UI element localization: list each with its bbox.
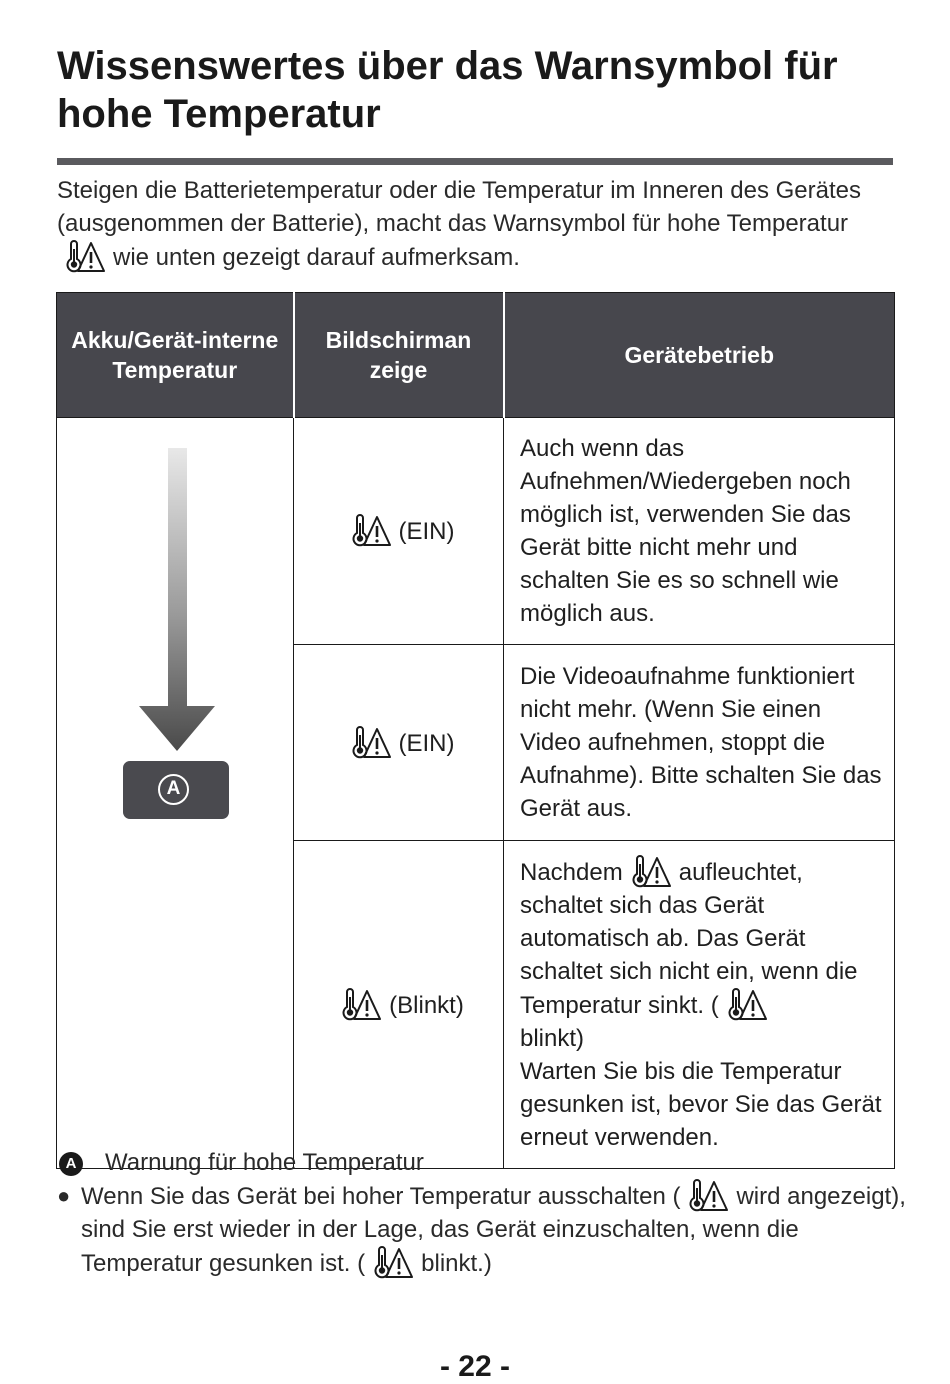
high-temperature-warning-icon bbox=[65, 240, 105, 274]
page-number: - 22 - bbox=[439, 1350, 511, 1383]
note-text: wird angezeigt), sind Sie erst wieder in der Lage, das Gerät einzuschalten, wenn die Temperatur gesunken ist. ( bbox=[81, 1183, 906, 1277]
operation-cell: Auch wenn das Aufnehmen/Wiedergeben noch möglich ist, verwenden Sie das Gerät bitte nicht mehr und schalten Sie es so schnell wie möglich aus. bbox=[504, 418, 895, 645]
operation-text: Warten Sie bis die Temperatur gesunken ist, bevor Sie das Gerät erneut verwenden. bbox=[520, 1058, 882, 1151]
note-text: Wenn Sie das Gerät bei hoher Temperatur ausschalten ( bbox=[81, 1183, 681, 1210]
page-title: Wissenswertes über das Warnsymbol für hohe Temperatur bbox=[57, 44, 838, 136]
table-header-row bbox=[57, 293, 895, 418]
display-cell bbox=[294, 841, 504, 1169]
legend-text: Warnung für hohe Temperatur bbox=[105, 1149, 424, 1176]
header-operation: Gerätebetrieb bbox=[504, 293, 895, 418]
operation-cell: Die Videoaufnahme funktioniert nicht mehr. (Wenn Sie einen Video aufnehmen, stoppt die Aufnahme). Bitte schalten Sie das Gerät aus. bbox=[504, 645, 895, 841]
badge-letter: A bbox=[158, 774, 189, 805]
temperature-arrow-cell bbox=[57, 418, 294, 1169]
header-display: Bildschirman zeige bbox=[294, 293, 504, 418]
warning-badge bbox=[123, 761, 229, 819]
operation-text: aufleuchtet, schaltet sich das Gerät automatisch ab. Das Gerät schaltet sich nicht ein, wenn die Temperatur sinkt. ( bbox=[520, 859, 858, 1019]
high-temperature-warning-icon bbox=[688, 1179, 728, 1213]
high-temperature-warning-icon bbox=[341, 988, 381, 1022]
high-temperature-warning-icon bbox=[351, 514, 391, 548]
legend-marker: A bbox=[59, 1152, 83, 1176]
high-temperature-warning-icon bbox=[351, 726, 391, 760]
intro-text-end: wie unten gezeigt darauf aufmerksam. bbox=[113, 244, 520, 271]
note-item bbox=[57, 1179, 907, 1280]
bullet: ● bbox=[57, 1183, 71, 1208]
note-text: blinkt.) bbox=[421, 1250, 492, 1277]
display-cell bbox=[294, 645, 504, 841]
temperature-table bbox=[56, 292, 895, 1169]
legend bbox=[57, 1146, 907, 1280]
operation-text: blinkt) bbox=[520, 1025, 585, 1052]
legend-item bbox=[57, 1146, 907, 1179]
temperature-rising-arrow-icon bbox=[137, 448, 217, 753]
table-row bbox=[57, 418, 895, 645]
display-cell bbox=[294, 418, 504, 645]
display-state: (EIN) bbox=[398, 518, 455, 545]
header-temperature: Akku/Gerät-interne Temperatur bbox=[57, 293, 294, 418]
high-temperature-warning-icon bbox=[727, 988, 767, 1022]
operation-cell bbox=[504, 841, 895, 1169]
high-temperature-warning-icon bbox=[373, 1246, 413, 1280]
intro-paragraph bbox=[57, 174, 897, 274]
display-state: (EIN) bbox=[398, 729, 455, 757]
display-state: (Blinkt) bbox=[389, 991, 464, 1019]
high-temperature-warning-icon bbox=[631, 855, 671, 889]
operation-text: Nachdem bbox=[520, 859, 623, 886]
title-divider bbox=[57, 158, 893, 165]
intro-text: Steigen die Batterietemperatur oder die Temperatur im Inneren des Gerätes (ausgenommen der Batterie), macht das Warnsymbol für hohe Temperatur bbox=[57, 177, 861, 237]
